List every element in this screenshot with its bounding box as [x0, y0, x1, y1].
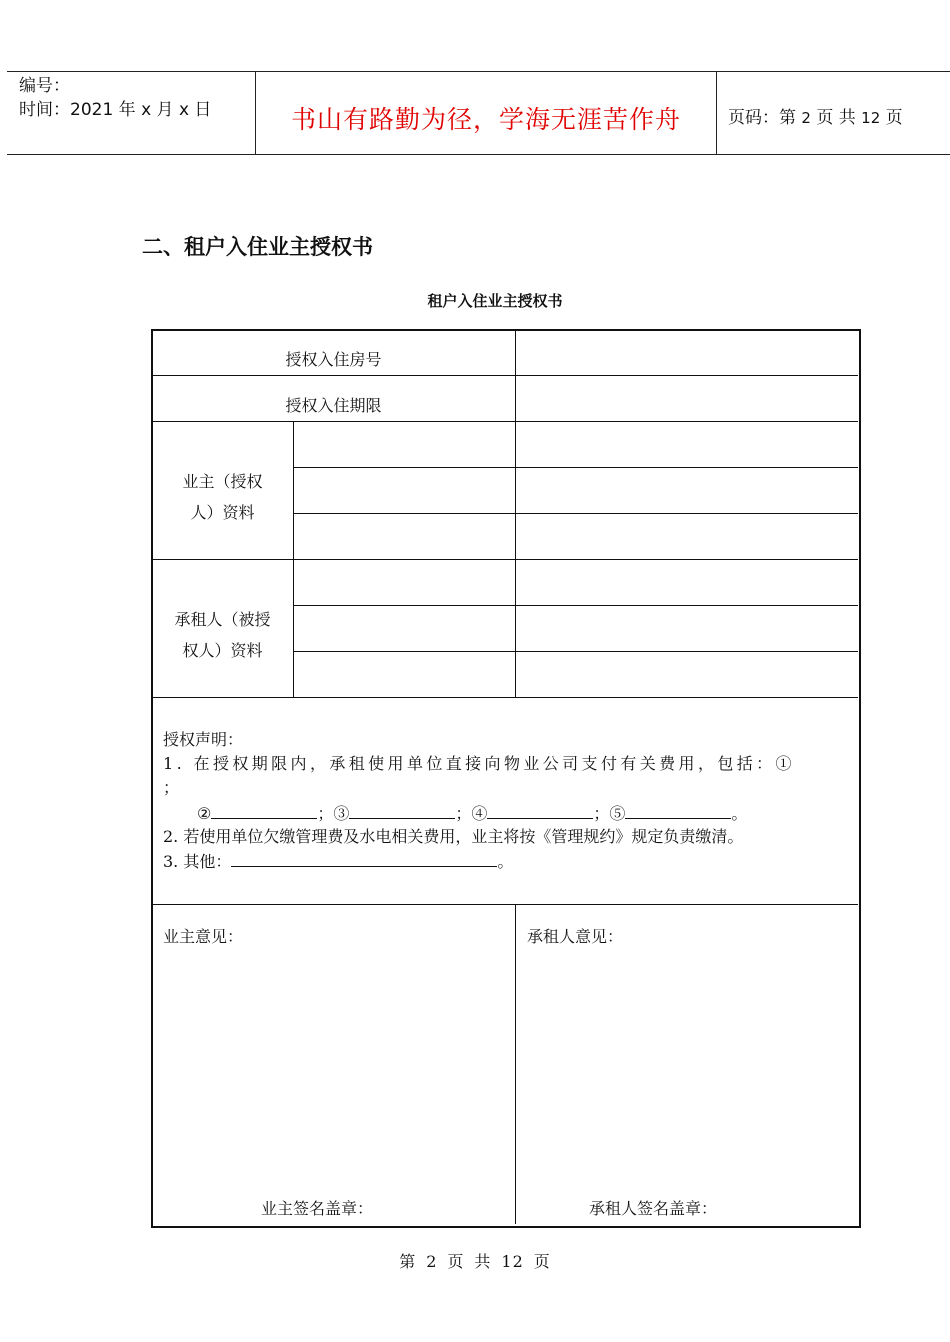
- row-divider: [293, 605, 858, 606]
- owner-signature-label: 业主签名盖章：: [261, 1199, 374, 1218]
- statement-item-3-end: 。: [497, 852, 514, 871]
- page-prefix: 页码：第: [728, 108, 796, 128]
- tenant-signature-label: 承租人签名盖章：: [589, 1199, 718, 1218]
- footer-total: 12: [501, 1252, 524, 1271]
- statement-item-1-cont: ；: [163, 778, 180, 797]
- owner-opinion-label: 业主意见：: [163, 927, 244, 946]
- column-divider: [293, 421, 294, 697]
- tenant-info-label: [152, 604, 293, 666]
- footer-last: 页: [533, 1252, 551, 1271]
- statement-item-2: 2. 若使用单位欠缴管理费及水电相关费用，业主将按《管理规约》规定负责缴清。: [163, 827, 744, 846]
- page-suffix: 页: [885, 108, 903, 128]
- section-title: 二、租户入住业主授权书: [142, 235, 373, 259]
- fee-mark-2: ②: [197, 804, 212, 823]
- statement-item-3: [163, 849, 513, 874]
- authorization-form: [151, 329, 861, 1228]
- header-top-rule: [7, 71, 950, 72]
- tenant-opinion-label: 承租人意见：: [527, 927, 624, 946]
- form-title: 租户入住业主授权书: [427, 292, 563, 310]
- header-motto: 书山有路勤为径，学海无涯苦作舟: [290, 105, 681, 134]
- header-meta: [19, 74, 211, 122]
- fee-blank-3[interactable]: [349, 801, 455, 819]
- header-page-indicator: [728, 103, 903, 128]
- footer-total-label: 共: [474, 1252, 492, 1271]
- owner-info-label-line2: 人）资料: [190, 503, 255, 522]
- row-divider: [293, 651, 858, 652]
- column-divider: [515, 331, 516, 697]
- statement-item-3-prefix: 3. 其他：: [163, 852, 232, 871]
- header-bottom-rule: [7, 154, 950, 155]
- page-total: 12: [861, 109, 881, 127]
- tenant-info-label-line1: 承租人（被授: [174, 610, 271, 629]
- row-divider: [293, 467, 858, 468]
- row-divider: [152, 904, 858, 905]
- row-divider: [152, 559, 858, 560]
- fee-blank-2[interactable]: [211, 801, 317, 819]
- page-mid: 页 共: [816, 108, 856, 128]
- fee-blank-5[interactable]: [625, 801, 731, 819]
- column-divider: [515, 904, 516, 1224]
- fee-mark-4: ；④: [455, 804, 488, 823]
- row-divider: [152, 421, 858, 422]
- fee-blank-4[interactable]: [487, 801, 593, 819]
- doc-time-label: 时间：2021 年 x 月 x 日: [19, 100, 212, 120]
- fee-mark-5: ；⑤: [593, 804, 626, 823]
- page-current: 2: [801, 109, 811, 127]
- owner-info-label: [152, 466, 293, 528]
- period-label: 授权入住期限: [285, 396, 382, 415]
- fee-items-line: [197, 801, 747, 826]
- other-blank[interactable]: [231, 849, 497, 867]
- room-number-label: 授权入住房号: [285, 350, 382, 369]
- page-footer: [0, 1249, 950, 1272]
- row-divider: [152, 375, 858, 376]
- row-divider: [293, 513, 858, 514]
- tenant-info-label-line2: 权人）资料: [182, 641, 263, 660]
- footer-first: 第: [399, 1252, 417, 1271]
- owner-info-label-line1: 业主（授权: [182, 472, 263, 491]
- footer-current: 2: [426, 1252, 438, 1271]
- fee-end-mark: 。: [731, 804, 748, 823]
- footer-mid: 页: [447, 1252, 465, 1271]
- statement-heading: 授权声明：: [163, 730, 244, 749]
- fee-mark-3: ；③: [317, 804, 350, 823]
- row-divider: [152, 697, 858, 698]
- header-divider-2: [716, 71, 717, 155]
- statement-item-1: 1. 在授权期限内，承租使用单位直接向物业公司支付有关费用，包括：①: [163, 754, 795, 773]
- doc-number-label: 编号：: [19, 76, 70, 96]
